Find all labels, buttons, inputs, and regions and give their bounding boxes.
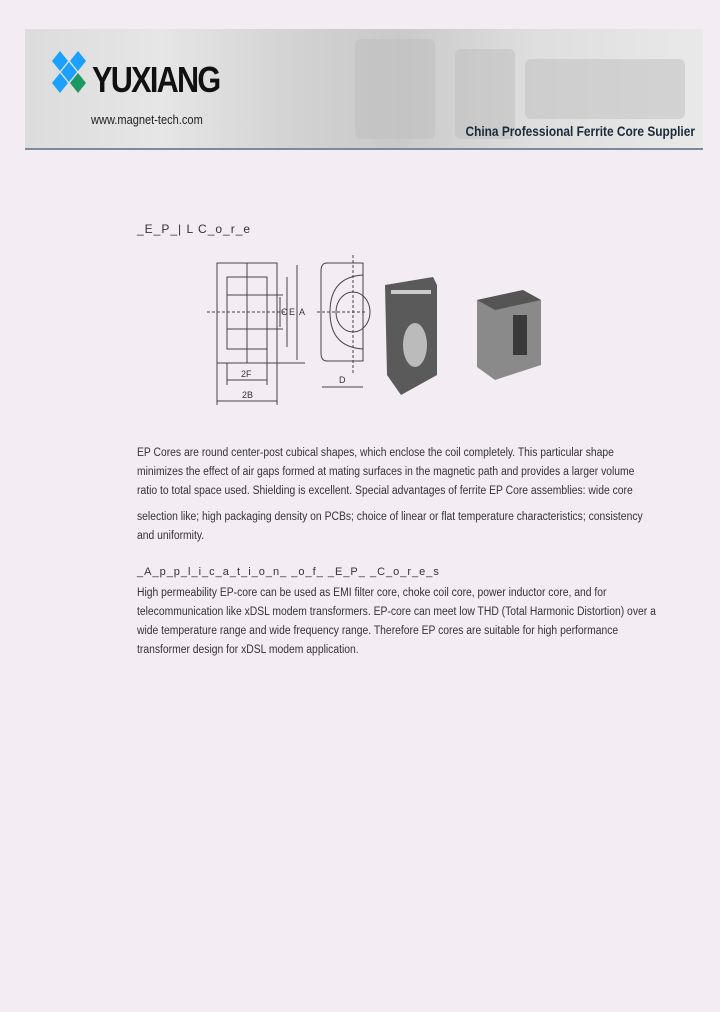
- section-title-ep-core: _E_P_| L C_o_r_e: [137, 222, 252, 236]
- dim-label-e: E: [289, 307, 296, 317]
- paragraph-line: minimizes the effect of air gaps formed at mating surfaces in the magnetic path and provides a larger volume: [137, 466, 635, 478]
- paragraph-line: High permeability EP-core can be used as EMI filter core, choke coil core, power inductor core, and for: [137, 587, 607, 599]
- paragraph-line: telecommunication like xDSL modem transformers. EP-core can meet low THD (Total Harmonic Distortion) over a: [137, 606, 656, 618]
- paragraph-line: wide temperature range and wide frequency range. Therefore EP cores are suitable for high performance: [137, 625, 619, 637]
- brand-name: YUXIANG: [92, 59, 220, 100]
- application-description: [137, 584, 656, 660]
- section-title-application: _A_p_p_l_i_c_a_t_i_o_n_ _o_f_ _E_P_ _C_o_r_e_s: [137, 566, 440, 578]
- paragraph-line: selection like; high packaging density on PCBs; choice of linear or flat temperature characteristics; consistency: [137, 511, 643, 523]
- website-link[interactable]: www.magnet-tech.com: [91, 112, 203, 127]
- paragraph-line: EP Cores are round center-post cubical shapes, which enclose the coil completely. This particular shape: [137, 447, 614, 459]
- dim-label-c: C: [281, 307, 288, 317]
- ep-core-description: [137, 444, 643, 546]
- dim-label-d: D: [339, 375, 346, 385]
- ep-core-photo-open: [385, 277, 437, 395]
- paragraph-line: ratio to total space used. Shielding is excellent. Special advantages of ferrite EP Core assemblies: wide core: [137, 485, 633, 497]
- dim-label-2b: 2B: [242, 390, 254, 400]
- ep-core-photo-closed: [477, 290, 541, 380]
- paragraph-line: transformer design for xDSL modem application.: [137, 644, 359, 656]
- dim-label-2f: 2F: [241, 369, 252, 379]
- dim-label-a: A: [299, 307, 306, 317]
- header-banner: [25, 29, 703, 150]
- ep-core-drawing: [205, 255, 605, 410]
- tagline: China Professional Ferrite Core Supplier: [465, 123, 695, 139]
- paragraph-line: and uniformity.: [137, 530, 205, 542]
